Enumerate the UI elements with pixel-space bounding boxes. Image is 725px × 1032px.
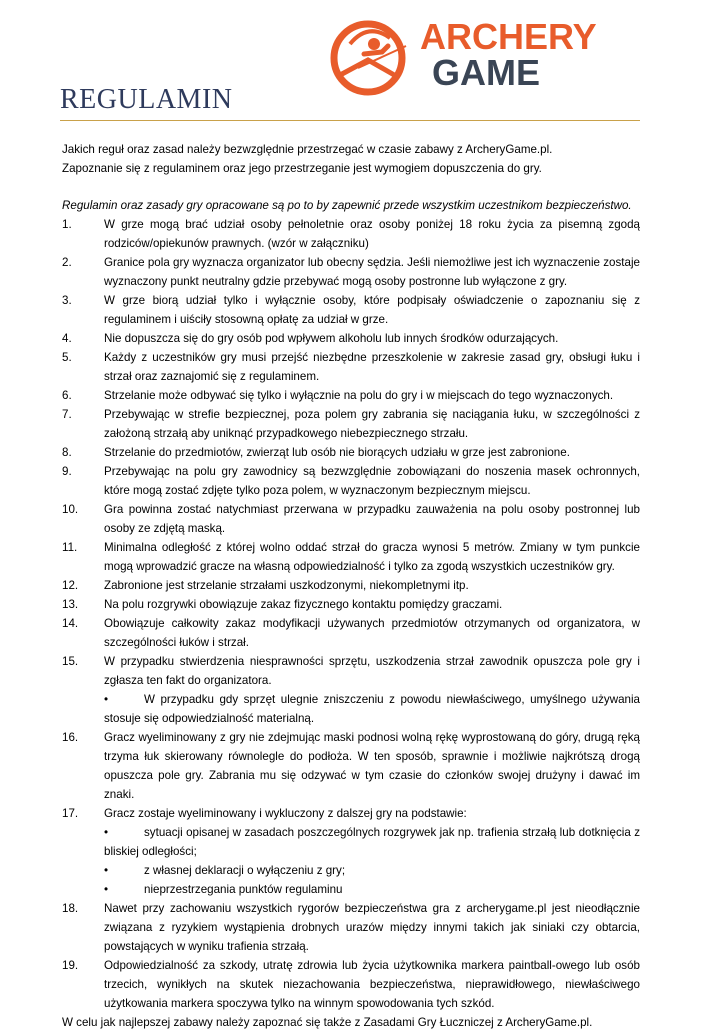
rule-number: 6. xyxy=(62,389,72,402)
rule-item xyxy=(62,443,640,462)
rule-number: 13. xyxy=(62,598,79,611)
rule-text: Odpowiedzialność za szkody, utratę zdrowia lub życia użytkownika markera paintball-owego lub osób trzecich, wynikłych na skutek niezachowania bezpieczeństwa, nieprawidłowego, niewłaściwego użytkowania markera spoczywa tylko na winnym spowodowania tych szkód. xyxy=(104,959,640,1010)
intro-line-1: Jakich reguł oraz zasad należy bezwzględnie przestrzegać w czasie zabawy z ArcheryGame.pl. xyxy=(62,143,553,156)
rule-text: Nawet przy zachowaniu wszystkich rygorów bezpieczeństwa gra z archerygame.pl jest nieodłącznie związana z ryzykiem wystąpienia drobnych urazów między innymi takich jak siniaki czy obtarcia, powstających w wyniku trafienia strzałą. xyxy=(104,902,640,953)
rule-text: Gracz zostaje wyeliminowany i wykluczony z dalszej gry na podstawie: xyxy=(104,807,467,820)
rule-item xyxy=(62,614,640,652)
intro-line-2: Zapoznanie się z regulaminem oraz jego przestrzeganie jest wymogiem dopuszczenia do gry. xyxy=(62,162,542,175)
title-divider xyxy=(60,120,640,121)
rule-number: 3. xyxy=(62,294,72,307)
rule-number: 16. xyxy=(62,731,79,744)
rule-number: 8. xyxy=(62,446,72,459)
bullet-icon: • xyxy=(104,693,109,706)
logo-wordmark xyxy=(420,16,597,93)
rule-item xyxy=(62,595,640,614)
page-title: REGULAMIN xyxy=(60,84,233,115)
rule-text: Granice pola gry wyznacza organizator lub obecny sędzia. Jeśli niemożliwe jest ich wyznaczenie zostaje wyznaczony punkt neutralny gdzie przebywać mogą osoby postronne lub wyłączone z gry. xyxy=(104,256,640,288)
rule-number: 12. xyxy=(62,579,79,592)
rule-item xyxy=(62,329,640,348)
rule-sub-text: nieprzestrzegania punktów regulaminu xyxy=(144,883,343,896)
rule-text: Gra powinna zostać natychmiast przerwana w przypadku zauważenia na polu osoby postronnej lub osoby ze zdjętą maską. xyxy=(104,503,640,535)
rule-number: 5. xyxy=(62,351,72,364)
rules-list xyxy=(62,215,640,1013)
rule-sub-item xyxy=(104,861,640,880)
rule-number: 7. xyxy=(62,408,72,421)
rule-item xyxy=(62,291,640,329)
rule-item xyxy=(62,386,640,405)
rule-item xyxy=(62,899,640,956)
rule-text: Obowiązuje całkowity zakaz modyfikacji używanych przedmiotów otrzymanych od organizatora, w szczególności łuków i strzał. xyxy=(104,617,640,649)
rule-text: Przebywając w strefie bezpiecznej, poza polem gry zabrania się naciągania łuku, w szczególności z założoną strzałą aby uniknąć przypadkowego niebezpiecznego strzału. xyxy=(104,408,640,440)
logo-line-game: GAME xyxy=(432,52,540,93)
logo-line-archery: ARCHERY xyxy=(420,16,597,57)
rule-text: Przebywając na polu gry zawodnicy są bezwzględnie zobowiązani do noszenia masek ochronnych, które mogą zostać zdjęte tylko poza polem, w wyznaczonym bezpiecznym miejscu. xyxy=(104,465,640,497)
rule-item xyxy=(62,348,640,386)
archery-game-logo xyxy=(328,16,618,98)
rule-sub-item xyxy=(104,690,640,728)
rule-text: W grze biorą udział tylko i wyłącznie osoby, które podpisały oświadczenie o zapoznaniu się z regulaminem i uiściły stosowną opłatę za udział w grze. xyxy=(104,294,640,326)
rule-text: Każdy z uczestników gry musi przejść niezbędne przeszkolenie w zakresie zasad gry, obsługi łuku i strzał oraz zaznajomić się z regulaminem. xyxy=(104,351,640,383)
bullet-icon: • xyxy=(104,883,109,896)
rule-number: 17. xyxy=(62,807,79,820)
rule-item xyxy=(62,253,640,291)
rule-item xyxy=(62,405,640,443)
rule-sub-text: W przypadku gdy sprzęt ulegnie zniszczeniu z powodu niewłaściwego, umyślnego używania stosuje się odpowiedzialność materialną. xyxy=(104,693,640,725)
rule-text: Na polu rozgrywki obowiązuje zakaz fizycznego kontaktu pomiędzy graczami. xyxy=(104,598,503,611)
rule-text: Zabronione jest strzelanie strzałami uszkodzonymi, niekompletnymi itp. xyxy=(104,579,469,592)
rule-sub-item xyxy=(104,880,640,899)
rule-item xyxy=(62,652,640,728)
rule-text: W grze mogą brać udział osoby pełnoletnie oraz osoby poniżej 18 roku życia za pisemną zgodą rodziców/opiekunów prawnych. (wzór w załączniku) xyxy=(104,218,640,250)
spacer xyxy=(62,178,640,196)
rule-text: Minimalna odległość z której wolno oddać strzał do gracza wynosi 5 metrów. Zmiany w tym punkcie mogą wprowadzić gracze na własną odpowiedzialność i tylko za zgodą wszystkich uczestników gry. xyxy=(104,541,640,573)
rule-number: 2. xyxy=(62,256,72,269)
rule-item xyxy=(62,728,640,804)
rule-number: 14. xyxy=(62,617,79,630)
rule-item xyxy=(62,215,640,253)
rule-text: Nie dopuszcza się do gry osób pod wpływem alkoholu lub innych środków odurzających. xyxy=(104,332,559,345)
rule-item xyxy=(62,462,640,500)
lead-statement: Regulamin oraz zasady gry opracowane są po to by zapewnić przede wszystkim uczestnikom bezpieczeństwo. xyxy=(62,199,632,212)
rule-text: W przypadku stwierdzenia niesprawności sprzętu, uszkodzenia strzał zawodnik opuszcza pole gry i zgłasza ten fakt do organizatora. xyxy=(104,655,640,687)
rule-text: Strzelanie do przedmiotów, zwierząt lub osób nie biorących udziału w grze jest zabronione. xyxy=(104,446,570,459)
rule-item xyxy=(62,804,640,899)
rule-item xyxy=(62,956,640,1013)
rule-number: 10. xyxy=(62,503,79,516)
archer-target-icon xyxy=(328,16,412,100)
rule-number: 19. xyxy=(62,959,79,972)
rule-number: 1. xyxy=(62,218,72,231)
closing-note: W celu jak najlepszej zabawy należy zapoznać się także z Zasadami Gry Łuczniczej z ArcheryGame.pl. xyxy=(62,1016,593,1029)
rule-item xyxy=(62,500,640,538)
rule-number: 18. xyxy=(62,902,79,915)
bullet-icon: • xyxy=(104,864,109,877)
rule-sub-text: sytuacji opisanej w zasadach poszczególnych rozgrywek jak np. trafienia strzałą lub dotknięcia z bliskiej odległości; xyxy=(104,826,640,858)
bullet-icon: • xyxy=(104,826,109,839)
rule-sub-item xyxy=(104,823,640,861)
rule-sub-text: z własnej deklaracji o wyłączeniu z gry; xyxy=(144,864,346,877)
rule-number: 15. xyxy=(62,655,79,668)
rule-number: 4. xyxy=(62,332,72,345)
rule-number: 9. xyxy=(62,465,72,478)
regulations-body xyxy=(62,140,640,1032)
rule-item xyxy=(62,538,640,576)
rule-text: Gracz wyeliminowany z gry nie zdejmując maski podnosi wolną rękę wyprostowaną do góry, drugą ręką trzyma łuk skierowany równolegle do podłoża. W ten sposób, sprawnie i możliwie najkrótszą drogą opuszcza pole gry. Zabrania mu się odzywać w tym czasie do członków swojej drużyny i dawać im znaki. xyxy=(104,731,640,801)
rule-number: 11. xyxy=(62,541,78,554)
rule-text: Strzelanie może odbywać się tylko i wyłącznie na polu do gry i w miejscach do tego wyznaczonych. xyxy=(104,389,614,402)
rule-item xyxy=(62,576,640,595)
